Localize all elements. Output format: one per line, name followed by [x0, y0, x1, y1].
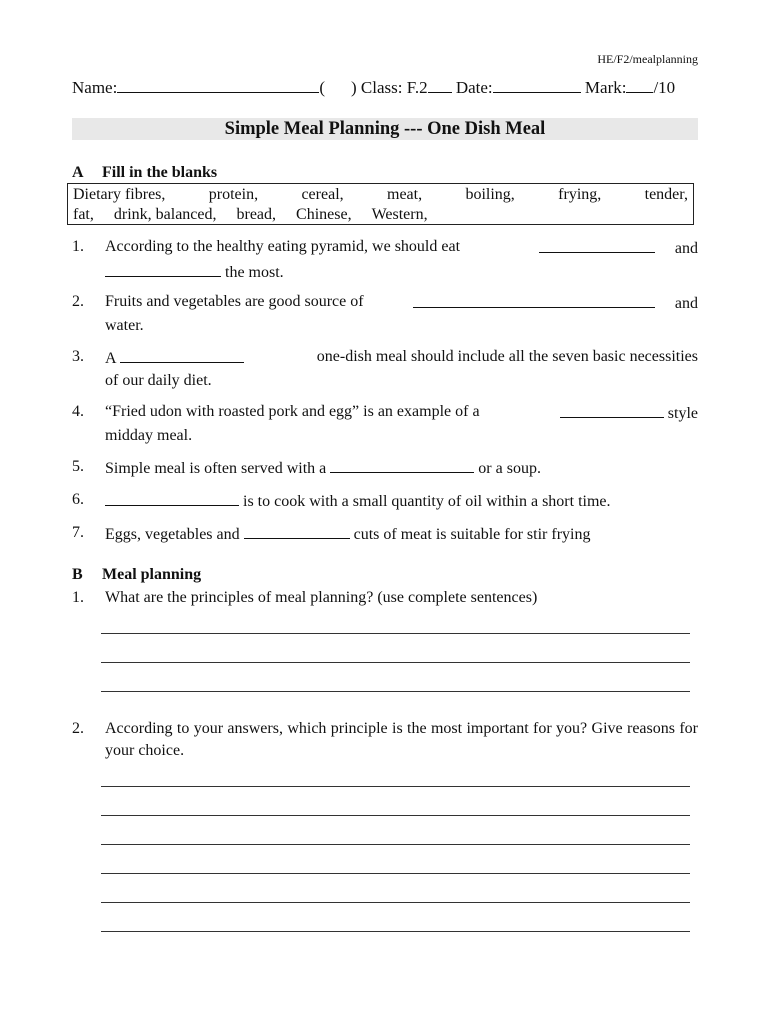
word: cereal, [301, 186, 344, 203]
answer-blank[interactable] [105, 260, 221, 277]
word: drink, balanced, [113, 206, 217, 223]
section-b-question-2 [72, 718, 698, 762]
question-number: 4. [72, 403, 84, 420]
section-title: Fill in the blanks [102, 164, 218, 181]
word: tender, [644, 186, 688, 203]
question-7 [72, 522, 698, 546]
question-number: 1. [72, 589, 84, 606]
question-4 [72, 401, 698, 447]
word: Dietary fibres, [73, 186, 166, 203]
word-bank [67, 183, 694, 225]
section-title: Meal planning [102, 566, 202, 583]
answer-blank[interactable] [120, 346, 244, 363]
mark-blank[interactable] [626, 76, 653, 93]
question-text: A [105, 350, 116, 367]
question-text: is to cook with a small quantity of oil within a short time. [243, 493, 611, 510]
question-number: 1. [72, 238, 84, 255]
page-title: Simple Meal Planning --- One Dish Meal [72, 118, 698, 140]
answer-blank[interactable] [539, 236, 655, 253]
name-blank[interactable] [117, 76, 319, 93]
question-number: 5. [72, 458, 84, 475]
word: bread, [236, 206, 277, 223]
name-label: Name: [72, 78, 118, 97]
question-text: Eggs, vegetables and [105, 526, 240, 543]
paren-open: ( [319, 78, 325, 97]
question-number: 6. [72, 491, 84, 508]
question-6 [72, 489, 698, 513]
word: meat, [387, 186, 423, 203]
question-text: style [667, 405, 698, 422]
question-text: one-dish meal should include all the seven basic necessities [316, 348, 698, 365]
answer-line[interactable] [101, 633, 690, 634]
class-label: ) Class: F.2 [351, 78, 428, 97]
word: frying, [558, 186, 602, 203]
question-number: 3. [72, 348, 84, 365]
answer-line[interactable] [101, 873, 690, 874]
class-blank[interactable] [428, 76, 452, 93]
mark-total: /10 [653, 78, 676, 97]
answer-blank[interactable] [105, 489, 239, 506]
answer-line[interactable] [101, 902, 690, 903]
document-code: HE/F2/mealplanning [597, 52, 698, 66]
word: Chinese, [296, 206, 352, 223]
question-text: “Fried udon with roasted pork and egg” is an example of a [105, 403, 480, 420]
section-b-question-1 [72, 587, 698, 609]
question-text: Fruits and vegetables are good source of [105, 293, 364, 310]
question-text: What are the principles of meal planning? (use complete sentences) [105, 589, 538, 606]
word: Western, [371, 206, 428, 223]
word-bank-row [73, 205, 688, 225]
question-3 [72, 346, 698, 392]
question-text: and [674, 240, 698, 257]
answer-line[interactable] [101, 662, 690, 663]
section-letter: B [72, 566, 83, 583]
question-number: 7. [72, 524, 84, 541]
student-info-header [72, 76, 697, 98]
word-bank-row [73, 185, 688, 205]
question-text: cuts of meat is suitable for stir frying [353, 526, 591, 543]
question-text: or a soup. [478, 460, 541, 477]
answer-blank[interactable] [413, 291, 655, 308]
word: fat, [73, 206, 94, 223]
mark-label: Mark: [584, 78, 627, 97]
section-a-heading [72, 164, 217, 182]
question-text: the most. [225, 264, 284, 281]
answer-line[interactable] [101, 815, 690, 816]
question-text: water. [105, 317, 144, 334]
answer-line[interactable] [101, 931, 690, 932]
answer-line[interactable] [101, 786, 690, 787]
question-text: Simple meal is often served with a [105, 460, 327, 477]
answer-line[interactable] [101, 844, 690, 845]
word: boiling, [465, 186, 515, 203]
section-b-heading [72, 566, 201, 584]
question-number: 2. [72, 720, 84, 737]
question-text: According to your answers, which principle is the most important for you? Give reasons for your choice. [105, 720, 698, 759]
question-2 [72, 291, 698, 337]
question-1 [72, 236, 698, 284]
word: protein, [208, 186, 259, 203]
answer-line[interactable] [101, 691, 690, 692]
question-5 [72, 456, 698, 480]
question-text: and [674, 295, 698, 312]
section-letter: A [72, 164, 84, 181]
answer-blank[interactable] [560, 401, 664, 418]
question-text: midday meal. [105, 427, 193, 444]
question-text: According to the healthy eating pyramid, we should eat [105, 238, 461, 255]
question-number: 2. [72, 293, 84, 310]
answer-blank[interactable] [244, 522, 350, 539]
date-label: Date: [455, 78, 493, 97]
answer-blank[interactable] [330, 456, 474, 473]
question-text: of our daily diet. [105, 372, 212, 389]
date-blank[interactable] [493, 76, 581, 93]
